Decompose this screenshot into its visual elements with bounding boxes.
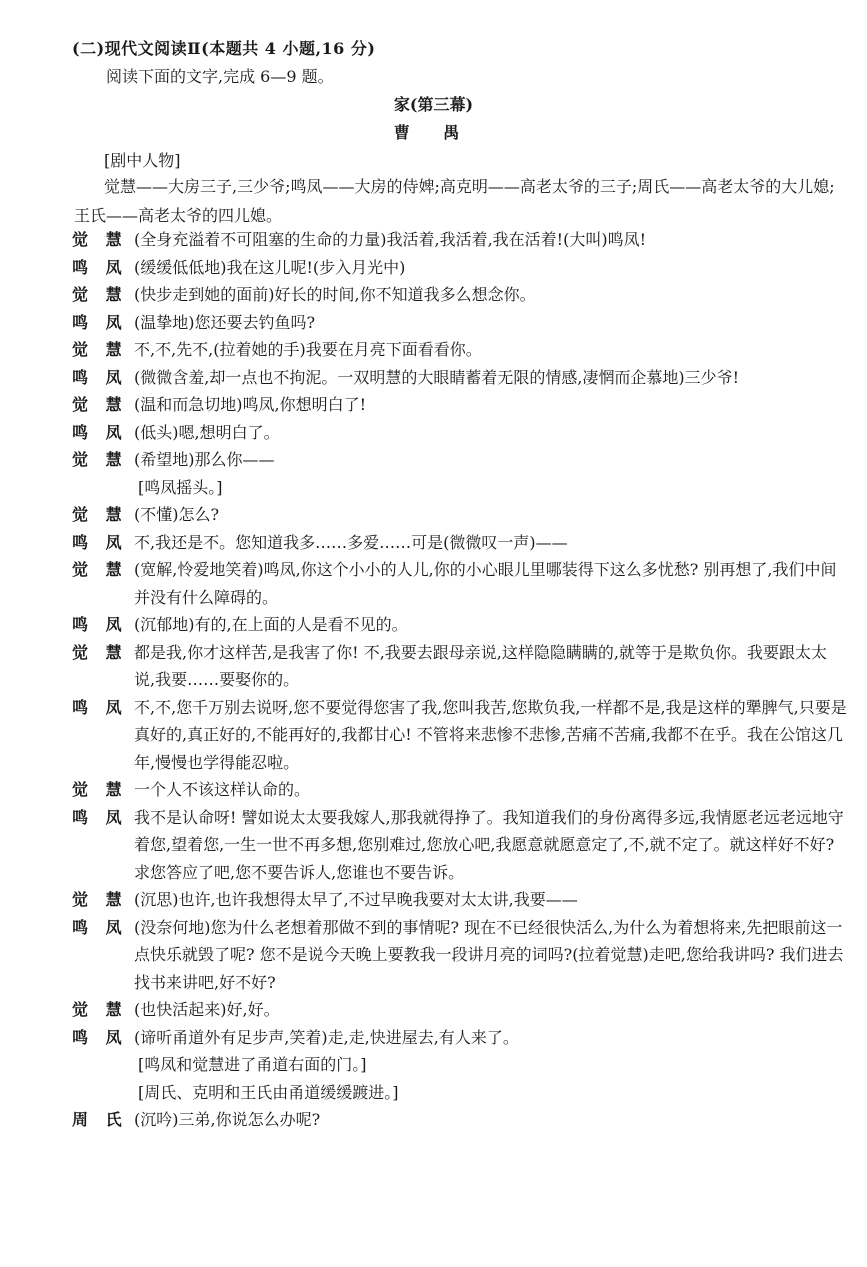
speaker-name: 觉 慧	[72, 395, 128, 414]
speech-text: (沉郁地)有的,在上面的人是看不见的。	[134, 615, 408, 634]
speaker-name: 鸣 凤	[72, 312, 128, 332]
speech-text: (沉吟)三弟,你说怎么办呢?	[134, 1110, 321, 1129]
speech-text: (不懂)怎么?	[134, 505, 220, 524]
dialogue-line	[72, 419, 848, 447]
speaker-name: 鸣 凤	[72, 1027, 128, 1047]
speech-text: 不,我还是不。您知道我多……多爱……可是(微微叹一声)——	[134, 532, 568, 552]
dialogue-line	[72, 996, 848, 1024]
cast-list: 觉慧——大房三子,三少爷;鸣凤——大房的侍婢;高克明——高老太爷的三子;周氏——高老太爷的大儿媳;王氏——高老太爷的四儿媳。	[74, 177, 835, 225]
stage-direction: [周氏、克明和王氏由甬道缓缓踱进。]	[138, 1082, 399, 1102]
section-title: (二)现代文阅读Ⅱ(本题共 4 小题,16 分)	[72, 39, 376, 58]
speaker-name: 鸣 凤	[72, 917, 128, 937]
speaker-name: 周 氏	[72, 1110, 128, 1129]
speaker-name: 觉 慧	[72, 505, 128, 524]
speech-text: (缓缓低低地)我在这儿呢!(步入月光中)	[134, 257, 406, 277]
speaker-name: 觉 慧	[72, 780, 128, 799]
stage-direction: [鸣凤和觉慧进了甬道右面的门。]	[138, 1055, 367, 1074]
speech-text: (宽解,怜爱地笑着)鸣凤,你这个小小的人儿,你的小心眼儿里哪装得下这么多忧愁? 别再想了,我们中间并没有什么障碍的。	[134, 560, 837, 607]
speech-text: (希望地)那么你——	[134, 450, 275, 469]
speaker-name: 鸣 凤	[72, 697, 128, 717]
dialogue-line	[72, 281, 848, 309]
speech-text: (全身充溢着不可阻塞的生命的力量)我活着,我活着,我在活着!(大叫)鸣凤!	[134, 230, 647, 249]
dialogue-line	[72, 391, 848, 419]
speaker-name: 觉 慧	[72, 230, 128, 249]
speaker-name: 觉 慧	[72, 560, 128, 579]
author-name: 曹 禺	[393, 123, 474, 142]
speech-text: (微微含羞,却一点也不拘泥。一双明慧的大眼睛蓄着无限的情感,凄惘而企慕地)三少爷!	[134, 367, 740, 387]
speaker-name: 觉 慧	[72, 285, 128, 304]
play-title: 家(第三幕)	[393, 95, 474, 114]
speech-text: (沉思)也许,也许我想得太早了,不过早晚我要对太太讲,我要——	[134, 890, 578, 909]
dialogue-line	[72, 914, 848, 997]
dialogue-line	[72, 886, 848, 914]
dialogue-line	[72, 611, 848, 639]
speaker-name: 鸣 凤	[72, 532, 128, 552]
dialogue-line	[72, 639, 848, 694]
cast-heading: [剧中人物]	[104, 151, 181, 170]
speech-text: (快步走到她的面前)好长的时间,你不知道我多么想念你。	[134, 285, 536, 304]
speech-text: (温和而急切地)鸣凤,你想明白了!	[134, 395, 367, 414]
dialogue-line	[72, 336, 848, 364]
speech-text: 不,不,先不,(拉着她的手)我要在月亮下面看看你。	[134, 340, 482, 359]
dialogue-line	[72, 694, 848, 777]
speech-text: (低头)嗯,想明白了。	[134, 422, 280, 442]
dialogue-line	[72, 804, 848, 887]
speaker-name: 觉 慧	[72, 340, 128, 359]
speaker-name: 觉 慧	[72, 642, 128, 662]
speaker-name: 觉 慧	[72, 450, 128, 469]
speech-text: 我不是认命呀! 譬如说太太要我嫁人,那我就得挣了。我知道我们的身份离得多远,我情愿老远老远地守着您,望着您,一生一世不再多想,您别难过,您放心吧,我愿意就愿意定了,不,就不定了。就这样好不好? 求您答应了吧,您不要告诉人,您谁也不要告诉。	[134, 807, 844, 882]
dialogue-line	[72, 501, 848, 529]
speech-text: (没奈何地)您为什么老想着那做不到的事情呢? 现在不已经很快活么,为什么为着想将来,先把眼前这一点快乐就毁了呢? 您不是说今天晚上要教我一段讲月亮的词吗?(拉着觉慧)走吧,您给我讲吗? 我们进去找书来讲吧,好不好?	[134, 917, 844, 992]
speech-text: 一个人不该这样认命的。	[134, 780, 311, 799]
dialogue-line	[72, 556, 848, 611]
speaker-name: 觉 慧	[72, 1000, 128, 1019]
speech-text: (温挚地)您还要去钓鱼吗?	[134, 312, 316, 332]
dialogue-line	[72, 529, 848, 557]
dialogue-line	[72, 1024, 848, 1052]
stage-direction: [鸣凤摇头。]	[138, 477, 223, 497]
dialogue-line	[72, 254, 848, 282]
speech-text: 不,不,您千万别去说呀,您不要觉得您害了我,您叫我苦,您欺负我,一样都不是,我是这样的犟脾气,只要是真好的,真正好的,不能再好的,我都甘心! 不管将来悲惨不悲惨,苦痛不苦痛,我都不在乎。我在公馆这几年,慢慢也学得能忍啦。	[134, 697, 847, 772]
dialogue-line	[72, 446, 848, 474]
speaker-name: 鸣 凤	[72, 367, 128, 387]
speech-text: 都是我,你才这样苦,是我害了你! 不,我要去跟母亲说,这样隐隐瞒瞒的,就等于是欺负你。我要跟太太说,我要……要娶你的。	[134, 642, 827, 689]
speech-text: (也快活起来)好,好。	[134, 1000, 280, 1019]
speech-text: (谛听甬道外有足步声,笑着)走,走,快进屋去,有人来了。	[134, 1027, 519, 1047]
speaker-name: 鸣 凤	[72, 615, 128, 634]
reading-instruction: 阅读下面的文字,完成 6—9 题。	[106, 67, 334, 86]
dialogue-line	[72, 226, 848, 254]
speaker-name: 鸣 凤	[72, 422, 128, 442]
dialogue-line	[72, 776, 848, 804]
dialogue-block	[72, 226, 848, 1134]
speaker-name: 觉 慧	[72, 890, 128, 909]
dialogue-line	[72, 1106, 848, 1134]
speaker-name: 鸣 凤	[72, 807, 128, 827]
dialogue-line	[72, 309, 848, 337]
speaker-name: 鸣 凤	[72, 257, 128, 277]
dialogue-line	[72, 364, 848, 392]
